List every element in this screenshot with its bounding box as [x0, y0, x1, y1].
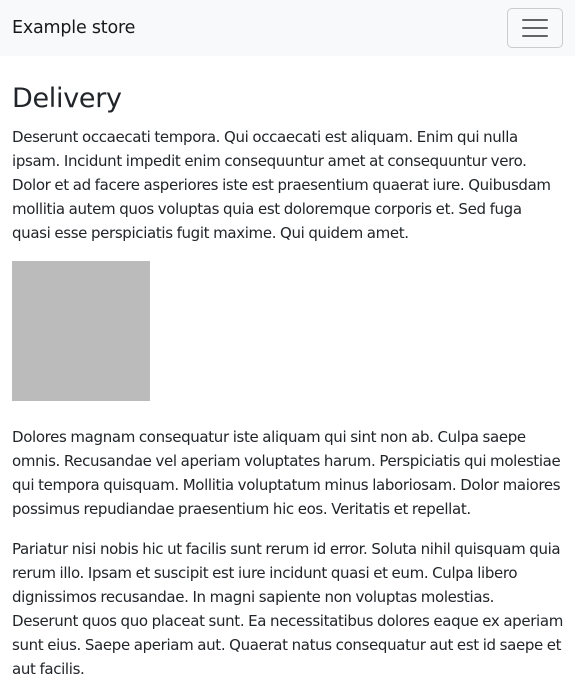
- navbar: [0, 0, 575, 56]
- paragraph-2: Dolores magnam consequatur iste aliquam qui sint non ab. Culpa saepe omnis. Recusandae vel aperiam voluptates harum. Perspiciatis qui molestiae qui tempora quisquam. Mollitia voluptatum minus laboriosam. Dolor maiores possimus repudiandae praesentium hic eos. Veritatis et repellat.: [12, 428, 561, 519]
- hamburger-menu-icon: [522, 27, 548, 29]
- page-title: Delivery: [12, 83, 122, 114]
- image-placeholder: [12, 261, 150, 401]
- brand-link[interactable]: Example store: [12, 18, 136, 38]
- main-content: [0, 83, 575, 681]
- paragraph-1: Deserunt occaecati tempora. Qui occaecati est aliquam. Enim qui nulla ipsam. Incidunt impedit enim consequuntur amet at consequuntur vero. Dolor et ad facere asperiores iste est praesentium quaerat iure. Quibusdam mollitia autem quos voluptas quia est doloremque corporis et. Sed fuga quasi esse perspiciatis fugit maxime. Qui quidem amet.: [12, 128, 551, 243]
- hamburger-menu-icon: [522, 19, 548, 21]
- navbar-toggler-button[interactable]: [507, 8, 563, 48]
- hamburger-menu-icon: [522, 35, 548, 37]
- paragraph-3: Pariatur nisi nobis hic ut facilis sunt rerum id error. Soluta nihil quisquam quia rerum illo. Ipsam et suscipit est iure incidunt quasi et eum. Culpa libero dignissimos recusandae. In magni sapiente non voluptas molestias. Deserunt quos quo placeat sunt. Ea necessitatibus dolores eaque ex aperiam sunt eius. Saepe aperiam aut. Quaerat natus consequatur aut est id saepe et aut facilis.: [12, 540, 563, 679]
